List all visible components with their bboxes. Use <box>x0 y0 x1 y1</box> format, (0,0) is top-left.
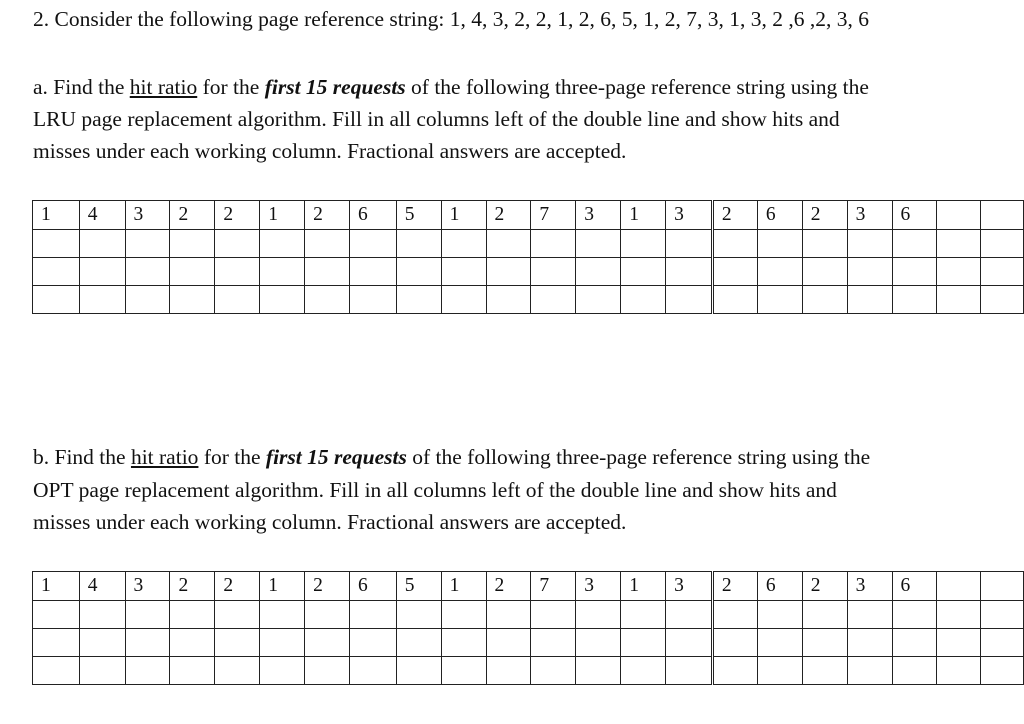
frame-cell <box>847 230 892 258</box>
frame-cell <box>937 230 980 258</box>
frame-cell <box>757 601 802 629</box>
frame-cell <box>712 258 757 286</box>
frame-cell <box>441 230 486 258</box>
frame-cell <box>937 629 980 657</box>
frame-cell <box>350 230 397 258</box>
frame-cell <box>125 230 170 258</box>
frame-cell <box>260 230 305 258</box>
frame-cell <box>170 230 215 258</box>
reference-cell: 2 <box>712 201 757 230</box>
frame-cell <box>215 657 260 685</box>
frame-cell <box>712 629 757 657</box>
reference-cell <box>980 572 1023 601</box>
frame-cell <box>350 286 397 314</box>
frame-cell <box>666 230 713 258</box>
frame-cell <box>531 629 576 657</box>
frame-cell <box>260 629 305 657</box>
reference-cell: 2 <box>170 201 215 230</box>
frame-cell <box>892 258 937 286</box>
frame-cell <box>79 258 125 286</box>
frame-row <box>33 629 1024 657</box>
frame-cell <box>802 629 847 657</box>
frame-cell <box>215 629 260 657</box>
frame-cell <box>980 657 1023 685</box>
reference-cell: 1 <box>33 572 80 601</box>
frame-cell <box>937 601 980 629</box>
reference-cell: 6 <box>350 201 397 230</box>
frame-cell <box>980 230 1023 258</box>
frame-cell <box>350 258 397 286</box>
frame-cell <box>666 258 713 286</box>
frame-row <box>33 601 1024 629</box>
reference-cell: 5 <box>396 201 441 230</box>
frame-cell <box>350 657 397 685</box>
reference-cell: 6 <box>892 201 937 230</box>
frame-cell <box>396 230 441 258</box>
frame-cell <box>396 601 441 629</box>
reference-cell: 2 <box>802 572 847 601</box>
frame-cell <box>215 230 260 258</box>
frame-cell <box>621 657 666 685</box>
frame-cell <box>847 258 892 286</box>
frame-cell <box>396 629 441 657</box>
frame-cell <box>980 601 1023 629</box>
frame-cell <box>576 258 621 286</box>
frame-cell <box>125 258 170 286</box>
frame-cell <box>305 286 350 314</box>
reference-cell: 1 <box>441 572 486 601</box>
part-a-line-2: LRU page replacement algorithm. Fill in all columns left of the double line and show hits and <box>33 107 840 131</box>
frame-cell <box>621 601 666 629</box>
frame-cell <box>79 286 125 314</box>
frame-cell <box>215 286 260 314</box>
frame-cell <box>937 258 980 286</box>
reference-cell: 3 <box>125 572 170 601</box>
reference-cell <box>980 201 1023 230</box>
reference-cell: 3 <box>125 201 170 230</box>
part-a-line-3: misses under each working column. Fractional answers are accepted. <box>33 139 627 163</box>
frame-cell <box>712 657 757 685</box>
frame-cell <box>170 629 215 657</box>
frame-cell <box>486 657 531 685</box>
frame-cell <box>33 601 80 629</box>
reference-cell: 3 <box>666 572 713 601</box>
frame-cell <box>531 657 576 685</box>
frame-cell <box>980 258 1023 286</box>
frame-cell <box>980 286 1023 314</box>
reference-cell: 2 <box>305 201 350 230</box>
frame-cell <box>441 601 486 629</box>
frame-cell <box>170 601 215 629</box>
part-b-line-3: misses under each working column. Fractional answers are accepted. <box>33 510 627 534</box>
frame-cell <box>757 657 802 685</box>
frame-cell <box>666 286 713 314</box>
frame-cell <box>712 286 757 314</box>
frame-cell <box>305 230 350 258</box>
reference-cell: 2 <box>215 201 260 230</box>
frame-cell <box>215 258 260 286</box>
reference-cell: 1 <box>33 201 80 230</box>
frame-cell <box>79 230 125 258</box>
frame-cell <box>305 629 350 657</box>
reference-cell: 2 <box>486 572 531 601</box>
reference-cell: 2 <box>802 201 847 230</box>
frame-cell <box>712 230 757 258</box>
frame-cell <box>215 601 260 629</box>
reference-cell: 1 <box>621 572 666 601</box>
reference-cell <box>937 572 980 601</box>
frame-cell <box>486 258 531 286</box>
reference-cell: 2 <box>215 572 260 601</box>
frame-cell <box>757 629 802 657</box>
frame-cell <box>892 629 937 657</box>
part-a-line-1: a. Find the hit ratio for the first 15 requests of the following three-page reference string using the <box>33 75 869 99</box>
reference-cell: 6 <box>892 572 937 601</box>
part-b-line-1: b. Find the hit ratio for the first 15 requests of the following three-page reference string using the <box>33 445 871 469</box>
frame-cell <box>892 230 937 258</box>
frame-cell <box>441 286 486 314</box>
frame-cell <box>486 230 531 258</box>
frame-cell <box>802 601 847 629</box>
frame-cell <box>937 286 980 314</box>
frame-cell <box>531 258 576 286</box>
frame-cell <box>441 657 486 685</box>
frame-cell <box>125 286 170 314</box>
frame-cell <box>892 286 937 314</box>
reference-cell: 4 <box>79 201 125 230</box>
reference-cell: 7 <box>531 572 576 601</box>
frame-row <box>33 657 1024 685</box>
frame-cell <box>396 258 441 286</box>
reference-cell: 1 <box>260 572 305 601</box>
frame-cell <box>396 657 441 685</box>
frame-cell <box>170 286 215 314</box>
frame-cell <box>980 629 1023 657</box>
reference-row <box>33 572 1024 601</box>
frame-cell <box>757 258 802 286</box>
frame-cell <box>305 601 350 629</box>
frame-cell <box>396 286 441 314</box>
frame-cell <box>531 601 576 629</box>
frame-cell <box>802 230 847 258</box>
reference-cell: 2 <box>712 572 757 601</box>
frame-cell <box>712 601 757 629</box>
frame-cell <box>170 657 215 685</box>
reference-cell: 7 <box>531 201 576 230</box>
frame-cell <box>576 230 621 258</box>
frame-cell <box>802 258 847 286</box>
reference-cell: 3 <box>847 201 892 230</box>
frame-cell <box>305 258 350 286</box>
hit-ratio-term: hit ratio <box>130 445 199 469</box>
frame-row <box>33 258 1024 286</box>
frame-cell <box>621 258 666 286</box>
reference-cell: 5 <box>396 572 441 601</box>
frame-cell <box>305 657 350 685</box>
frame-cell <box>441 629 486 657</box>
frame-cell <box>260 258 305 286</box>
frame-cell <box>79 657 125 685</box>
frame-cell <box>33 258 80 286</box>
reference-cell: 1 <box>260 201 305 230</box>
frame-cell <box>666 657 713 685</box>
frame-row <box>33 230 1024 258</box>
reference-cell <box>937 201 980 230</box>
frame-cell <box>33 629 80 657</box>
reference-cell: 3 <box>576 201 621 230</box>
frame-cell <box>757 230 802 258</box>
frame-cell <box>33 286 80 314</box>
reference-cell: 2 <box>486 201 531 230</box>
frame-cell <box>486 601 531 629</box>
reference-cell: 1 <box>621 201 666 230</box>
reference-cell: 1 <box>441 201 486 230</box>
frame-cell <box>937 657 980 685</box>
frame-cell <box>125 629 170 657</box>
question-heading: 2. Consider the following page reference string: 1, 4, 3, 2, 2, 1, 2, 6, 5, 1, 2, 7, 3, 1, 3, 2 ,6 ,2, 3, 6 <box>33 7 869 31</box>
lru-table <box>32 200 1024 314</box>
frame-cell <box>621 629 666 657</box>
frame-cell <box>847 286 892 314</box>
frame-cell <box>441 258 486 286</box>
frame-cell <box>33 657 80 685</box>
hit-ratio-term: hit ratio <box>129 75 198 99</box>
frame-cell <box>486 286 531 314</box>
frame-cell <box>666 629 713 657</box>
frame-cell <box>757 286 802 314</box>
frame-cell <box>892 601 937 629</box>
frame-cell <box>531 286 576 314</box>
frame-cell <box>350 601 397 629</box>
frame-cell <box>170 258 215 286</box>
reference-cell: 3 <box>576 572 621 601</box>
frame-cell <box>125 601 170 629</box>
opt-table <box>32 571 1024 685</box>
reference-cell: 4 <box>79 572 125 601</box>
frame-cell <box>33 230 80 258</box>
frame-cell <box>847 657 892 685</box>
reference-cell: 2 <box>170 572 215 601</box>
reference-cell: 6 <box>757 201 802 230</box>
frame-cell <box>260 657 305 685</box>
frame-cell <box>576 286 621 314</box>
frame-row <box>33 286 1024 314</box>
frame-cell <box>79 601 125 629</box>
frame-cell <box>125 657 170 685</box>
frame-cell <box>847 601 892 629</box>
reference-cell: 3 <box>666 201 713 230</box>
frame-cell <box>802 657 847 685</box>
frame-cell <box>531 230 576 258</box>
emphasis-first-15: first 15 requests <box>265 445 407 469</box>
frame-cell <box>350 629 397 657</box>
frame-cell <box>666 601 713 629</box>
frame-cell <box>79 629 125 657</box>
reference-cell: 2 <box>305 572 350 601</box>
reference-cell: 3 <box>847 572 892 601</box>
reference-cell: 6 <box>757 572 802 601</box>
frame-cell <box>621 286 666 314</box>
frame-cell <box>260 286 305 314</box>
frame-cell <box>892 657 937 685</box>
frame-cell <box>576 629 621 657</box>
reference-row <box>33 201 1024 230</box>
frame-cell <box>847 629 892 657</box>
reference-cell: 6 <box>350 572 397 601</box>
emphasis-first-15: first 15 requests <box>264 75 406 99</box>
frame-cell <box>260 601 305 629</box>
frame-cell <box>576 601 621 629</box>
frame-cell <box>486 629 531 657</box>
part-b-line-2: OPT page replacement algorithm. Fill in all columns left of the double line and show hits and <box>33 478 837 502</box>
frame-cell <box>576 657 621 685</box>
frame-cell <box>802 286 847 314</box>
frame-cell <box>621 230 666 258</box>
